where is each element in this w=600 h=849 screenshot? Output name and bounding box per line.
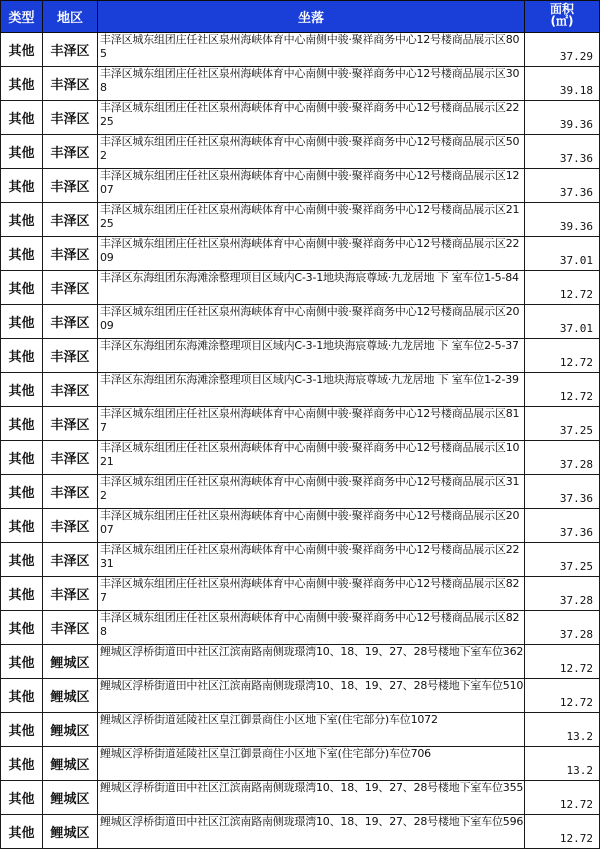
cell-area: 37.28: [525, 611, 600, 645]
table-row: [1, 169, 600, 203]
cell-region: 丰泽区: [43, 101, 98, 135]
cell-location: 丰泽区东海组团东海滩涂整理项目区域内C-3-1地块海宸尊域·九龙居地 下 室车位1-5-84: [98, 271, 525, 305]
table-row: [1, 67, 600, 101]
cell-area: 37.28: [525, 441, 600, 475]
cell-type: 其他: [1, 747, 43, 781]
cell-region: 丰泽区: [43, 237, 98, 271]
table-row: [1, 407, 600, 441]
table-row: [1, 679, 600, 713]
cell-region: 丰泽区: [43, 373, 98, 407]
header-type: 类型: [1, 1, 43, 33]
cell-region: 丰泽区: [43, 577, 98, 611]
cell-location: 鲤城区浮桥街道田中社区江滨南路南侧珑璟湾10、18、19、27、28号楼地下室车位596: [98, 815, 525, 849]
cell-type: 其他: [1, 713, 43, 747]
cell-type: 其他: [1, 679, 43, 713]
cell-area: 37.01: [525, 237, 600, 271]
cell-type: 其他: [1, 33, 43, 67]
header-area-label: 面积: [549, 2, 574, 16]
cell-region: 鲤城区: [43, 815, 98, 849]
cell-area: 12.72: [525, 373, 600, 407]
cell-location: 丰泽区城东组团庄任社区泉州海峡体育中心南侧中骏·聚祥商务中心12号楼商品展示区2125: [98, 203, 525, 237]
cell-location: 丰泽区城东组团庄任社区泉州海峡体育中心南侧中骏·聚祥商务中心12号楼商品展示区502: [98, 135, 525, 169]
table-row: [1, 135, 600, 169]
cell-region: 丰泽区: [43, 543, 98, 577]
cell-location: 鲤城区浮桥街道田中社区江滨南路南侧珑璟湾10、18、19、27、28号楼地下室车位510: [98, 679, 525, 713]
cell-region: 丰泽区: [43, 407, 98, 441]
cell-type: 其他: [1, 543, 43, 577]
cell-type: 其他: [1, 407, 43, 441]
cell-location: 丰泽区城东组团庄任社区泉州海峡体育中心南侧中骏·聚祥商务中心12号楼商品展示区2231: [98, 543, 525, 577]
cell-region: 丰泽区: [43, 33, 98, 67]
cell-location: 丰泽区城东组团庄任社区泉州海峡体育中心南侧中骏·聚祥商务中心12号楼商品展示区312: [98, 475, 525, 509]
cell-location: 丰泽区城东组团庄任社区泉州海峡体育中心南侧中骏·聚祥商务中心12号楼商品展示区308: [98, 67, 525, 101]
cell-region: 丰泽区: [43, 135, 98, 169]
cell-location: 丰泽区城东组团庄任社区泉州海峡体育中心南侧中骏·聚祥商务中心12号楼商品展示区1021: [98, 441, 525, 475]
header-area-unit: (㎡): [550, 14, 574, 28]
table-row: [1, 543, 600, 577]
cell-area: 39.18: [525, 67, 600, 101]
cell-area: 39.36: [525, 203, 600, 237]
cell-location: 丰泽区城东组团庄任社区泉州海峡体育中心南侧中骏·聚祥商务中心12号楼商品展示区2009: [98, 305, 525, 339]
cell-type: 其他: [1, 815, 43, 849]
cell-type: 其他: [1, 271, 43, 305]
table-row: [1, 781, 600, 815]
cell-region: 丰泽区: [43, 305, 98, 339]
cell-type: 其他: [1, 305, 43, 339]
cell-region: 丰泽区: [43, 203, 98, 237]
cell-area: 12.72: [525, 339, 600, 373]
cell-region: 丰泽区: [43, 339, 98, 373]
cell-location: 丰泽区城东组团庄任社区泉州海峡体育中心南侧中骏·聚祥商务中心12号楼商品展示区827: [98, 577, 525, 611]
cell-area: 37.28: [525, 577, 600, 611]
cell-area: 39.36: [525, 101, 600, 135]
cell-area: 12.72: [525, 679, 600, 713]
table-row: [1, 747, 600, 781]
cell-type: 其他: [1, 169, 43, 203]
cell-type: 其他: [1, 135, 43, 169]
cell-location: 丰泽区东海组团东海滩涂整理项目区域内C-3-1地块海宸尊域·九龙居地 下 室车位1-2-39: [98, 373, 525, 407]
table-row: [1, 101, 600, 135]
cell-location: 丰泽区城东组团庄任社区泉州海峡体育中心南侧中骏·聚祥商务中心12号楼商品展示区2209: [98, 237, 525, 271]
header-row: [1, 1, 600, 33]
table-row: [1, 305, 600, 339]
header-location: 坐落: [98, 1, 525, 33]
cell-location: 鲤城区浮桥街道延陵社区皇江御景商住小区地下室(住宅部分)车位1072: [98, 713, 525, 747]
cell-area: 12.72: [525, 781, 600, 815]
header-area: [525, 1, 600, 33]
cell-type: 其他: [1, 237, 43, 271]
cell-location: 丰泽区城东组团庄任社区泉州海峡体育中心南侧中骏·聚祥商务中心12号楼商品展示区1207: [98, 169, 525, 203]
cell-area: 13.2: [525, 747, 600, 781]
table-row: [1, 713, 600, 747]
cell-area: 37.36: [525, 509, 600, 543]
cell-region: 丰泽区: [43, 441, 98, 475]
header-region: 地区: [43, 1, 98, 33]
cell-region: 丰泽区: [43, 271, 98, 305]
cell-location: 丰泽区城东组团庄任社区泉州海峡体育中心南侧中骏·聚祥商务中心12号楼商品展示区817: [98, 407, 525, 441]
cell-location: 鲤城区浮桥街道延陵社区皇江御景商住小区地下室(住宅部分)车位706: [98, 747, 525, 781]
cell-location: 丰泽区城东组团庄任社区泉州海峡体育中心南侧中骏·聚祥商务中心12号楼商品展示区828: [98, 611, 525, 645]
table-row: [1, 33, 600, 67]
table-row: [1, 645, 600, 679]
table-row: [1, 815, 600, 849]
cell-type: 其他: [1, 509, 43, 543]
cell-area: 37.36: [525, 169, 600, 203]
cell-region: 丰泽区: [43, 169, 98, 203]
cell-type: 其他: [1, 101, 43, 135]
cell-region: 鲤城区: [43, 645, 98, 679]
cell-region: 丰泽区: [43, 475, 98, 509]
table-row: [1, 611, 600, 645]
cell-type: 其他: [1, 67, 43, 101]
cell-type: 其他: [1, 373, 43, 407]
cell-location: 鲤城区浮桥街道田中社区江滨南路南侧珑璟湾10、18、19、27、28号楼地下室车位362: [98, 645, 525, 679]
cell-type: 其他: [1, 577, 43, 611]
cell-area: 12.72: [525, 645, 600, 679]
cell-area: 37.01: [525, 305, 600, 339]
cell-type: 其他: [1, 611, 43, 645]
cell-location: 丰泽区城东组团庄任社区泉州海峡体育中心南侧中骏·聚祥商务中心12号楼商品展示区805: [98, 33, 525, 67]
cell-region: 丰泽区: [43, 611, 98, 645]
cell-location: 鲤城区浮桥街道田中社区江滨南路南侧珑璟湾10、18、19、27、28号楼地下室车位355: [98, 781, 525, 815]
cell-type: 其他: [1, 339, 43, 373]
table-row: [1, 441, 600, 475]
table-row: [1, 271, 600, 305]
cell-region: 鲤城区: [43, 713, 98, 747]
cell-area: 37.25: [525, 407, 600, 441]
table-row: [1, 509, 600, 543]
cell-area: 13.2: [525, 713, 600, 747]
table-row: [1, 237, 600, 271]
cell-region: 鲤城区: [43, 679, 98, 713]
cell-type: 其他: [1, 441, 43, 475]
cell-type: 其他: [1, 203, 43, 237]
table-row: [1, 203, 600, 237]
cell-location: 丰泽区东海组团东海滩涂整理项目区域内C-3-1地块海宸尊域·九龙居地 下 室车位2-5-37: [98, 339, 525, 373]
table-row: [1, 339, 600, 373]
cell-area: 37.29: [525, 33, 600, 67]
cell-location: 丰泽区城东组团庄任社区泉州海峡体育中心南侧中骏·聚祥商务中心12号楼商品展示区2225: [98, 101, 525, 135]
table-row: [1, 475, 600, 509]
cell-area: 37.25: [525, 543, 600, 577]
cell-area: 37.36: [525, 475, 600, 509]
cell-region: 鲤城区: [43, 747, 98, 781]
cell-area: 12.72: [525, 271, 600, 305]
cell-area: 37.36: [525, 135, 600, 169]
cell-type: 其他: [1, 781, 43, 815]
cell-type: 其他: [1, 645, 43, 679]
cell-type: 其他: [1, 475, 43, 509]
cell-region: 丰泽区: [43, 67, 98, 101]
cell-region: 丰泽区: [43, 509, 98, 543]
cell-area: 12.72: [525, 815, 600, 849]
cell-region: 鲤城区: [43, 781, 98, 815]
table-row: [1, 577, 600, 611]
cell-location: 丰泽区城东组团庄任社区泉州海峡体育中心南侧中骏·聚祥商务中心12号楼商品展示区2007: [98, 509, 525, 543]
table-row: [1, 373, 600, 407]
